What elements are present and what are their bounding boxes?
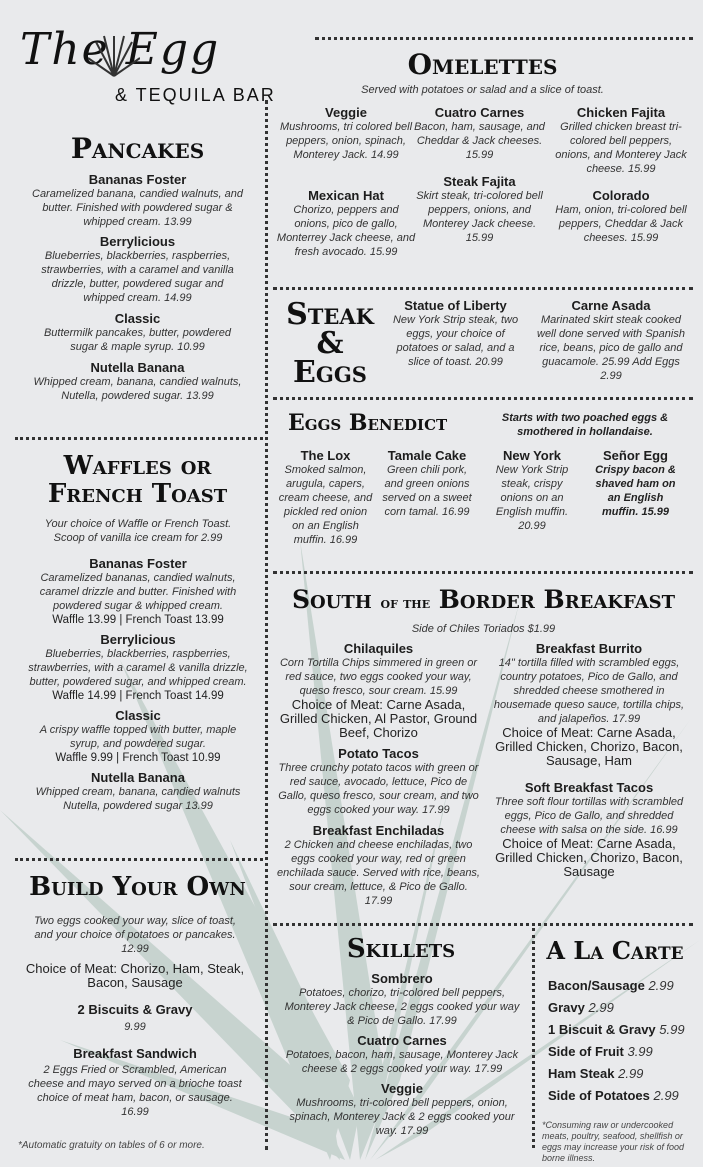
omelette-item [412, 174, 547, 245]
omelette-item [276, 188, 416, 259]
omelette-name: Veggie [325, 105, 367, 120]
waffle-desc: Blueberries, blackberries, raspberries, strawberries, with a caramel & vanilla drizzle, butter, powdered sugar, and whipped cream. [28, 648, 248, 688]
benedict-desc: Crispy bacon & shaved ham on an English muffin. 15.99 [595, 464, 676, 518]
omelette-desc: Skirt steak, tri-colored bell peppers, onions, and Monterey Jack cheese. 15.99 [416, 190, 543, 244]
skillets-list [282, 971, 522, 1138]
build-meat: Choice of Meat: Chorizo, Ham, Steak, Bacon, Sausage [25, 961, 245, 990]
omelette-name: Chicken Fajita [576, 105, 666, 120]
pancake-name: Bananas Foster [88, 172, 187, 187]
waffle-name: Berrylicious [100, 632, 176, 647]
burrito-meat: Choice of Meat: Carne Asada, Grilled Chicken, Chorizo, Bacon, Sausage, Ham [495, 725, 683, 768]
south-side: Side of Chiles Toriados $1.99 [411, 623, 556, 635]
steak-desc: Marinated skirt steak cooked well done served with Spanish rice, beans, pico de gallo and guacamole. 25.99 Add Eggs 2.99 [537, 314, 685, 382]
waffle-price: Waffle 13.99 | French Toast 13.99 [52, 614, 224, 626]
pancake-name: Classic [114, 311, 161, 326]
omelettes-subtitle: Served with potatoes or salad and a slice of toast. [361, 84, 604, 96]
south-left-column [276, 641, 481, 908]
south-right-column [488, 641, 690, 879]
enchiladas-name: Breakfast Enchiladas [312, 823, 445, 838]
divider-vertical-main [265, 100, 268, 1150]
divider-benedict-south [273, 571, 693, 574]
steak-name: Carne Asada [571, 298, 651, 313]
divider-waffles-build [15, 858, 263, 861]
benedict-item [487, 448, 577, 533]
waffles-list [28, 556, 248, 813]
omelette-desc: Ham, onion, tri-colored bell peppers, Cheddar & Jack cheeses. 15.99 [555, 204, 687, 244]
south-title-b: of the [380, 594, 431, 612]
sandwich-desc: 2 Eggs Fried or Scrambled, American cheese and mayo served on a brioche toast choice of meat ham, bacon, or sausage. [28, 1064, 242, 1104]
carte-item [548, 1000, 693, 1015]
carte-item-name: Bacon/Sausage [548, 978, 645, 993]
carte-item-name: Ham Steak [548, 1066, 615, 1081]
carte-item-price: 2.99 [618, 1066, 644, 1081]
carte-item-name: Gravy [548, 1000, 585, 1015]
pancake-desc: Blueberries, blackberries, raspberries, strawberries, with a caramel and vanilla drizzle, butter, powdered sugar and whipped cream. 14.99 [41, 250, 234, 304]
skillet-desc: Potatoes, bacon, ham, sausage, Monterey Jack cheese & 2 eggs cooked your way. 17.99 [285, 1049, 519, 1075]
waffle-name: Classic [115, 708, 161, 723]
pancake-desc: Caramelized banana, candied walnuts, and butter. Finished with powdered sugar & whipped cream. 13.99 [32, 188, 243, 228]
pancake-name: Berrylicious [99, 234, 176, 249]
carte-list [548, 978, 693, 1103]
steak-title-line2: & [316, 326, 344, 361]
soft-tacos-meat: Choice of Meat: Carne Asada, Grilled Chicken, Chorizo, Bacon, Sausage [495, 836, 683, 879]
logo-text: The Egg [20, 24, 221, 75]
omelette-desc: Grilled chicken breast tri-colored bell peppers, onions, and Monterey Jack cheese. 15.99 [555, 121, 687, 175]
steak-name: Statue of Liberty [404, 298, 507, 313]
carte-item-price: 3.99 [627, 1044, 653, 1059]
burrito-name: Breakfast Burrito [535, 641, 643, 656]
pancakes-title: Pancakes [70, 132, 205, 165]
waffles-intro: Your choice of Waffle or French Toast. Scoop of vanilla ice cream for 2.99 [44, 518, 232, 544]
skillet-name: Veggie [381, 1081, 423, 1096]
waffle-desc: Whipped cream, banana, candied walnuts Nutella, powdered sugar 13.99 [35, 786, 241, 812]
south-title [276, 585, 691, 614]
steak-item [388, 298, 523, 369]
omelette-item [412, 105, 547, 162]
divider-south-skillets [273, 923, 693, 926]
omelette-item [551, 105, 691, 176]
soft-tacos-desc: Three soft flour tortillas with scrambled eggs, Pico de Gallo, and shredded cheese with salsa on the side. 16.99 [494, 796, 684, 836]
benedict-name: New York [502, 448, 562, 463]
omelette-desc: Mushrooms, tri colored bell peppers, onion, spinach, Monterey Jack. 14.99 [279, 121, 413, 161]
steak-title-line3: Eggs [293, 355, 367, 390]
omelette-desc: Chorizo, peppers and onions, pico de gallo, Monterrey Jack cheese, and fresh avocado. 15.99 [276, 204, 416, 258]
benedict-desc: Green chili pork, and green onions served on a sweet corn tamal. 16.99 [382, 464, 472, 518]
benedict-name: The Lox [300, 448, 351, 463]
south-title-a: South [291, 585, 372, 614]
agave-logo-icon [88, 32, 140, 78]
divider-skillets-carte [532, 928, 535, 1148]
gratuity-note: *Automatic gratuity on tables of 6 or more. [18, 1140, 205, 1151]
carte-item [548, 1022, 693, 1037]
omelette-desc: Bacon, ham, sausage, and Cheddar & Jack cheeses. 15.99 [414, 121, 545, 161]
biscuits-name: 2 Biscuits & Gravy [77, 1002, 193, 1017]
waffle-name: Nutella Banana [91, 770, 185, 785]
pancakes-list [30, 172, 245, 403]
carte-item [548, 1044, 693, 1059]
omelettes-title: Omelettes [407, 48, 558, 81]
omelette-name: Mexican Hat [308, 188, 384, 203]
potato-tacos-name: Potato Tacos [338, 746, 419, 761]
chilaquiles-meat: Choice of Meat: Carne Asada, Grilled Chicken, Al Pastor, Ground Beef, Chorizo [279, 697, 478, 740]
carte-title: A La Carte [546, 936, 684, 965]
logo-subtitle: & TEQUILA BAR [115, 85, 276, 105]
steak-title-line1: Steak [286, 297, 374, 332]
divider-omelettes-steak [273, 287, 693, 290]
carte-item [548, 1088, 693, 1103]
skillets-title: Skillets [346, 934, 456, 964]
omelette-item [276, 105, 416, 162]
divider-top [315, 37, 693, 40]
divider-steak-benedict [273, 397, 693, 400]
skillet-desc: Mushrooms, tri-colored bell peppers, onion, spinach, Monterey Jack & 2 eggs cooked your way. 17.99 [289, 1097, 515, 1137]
benedict-title: Eggs Benedict [288, 410, 448, 436]
waffles-title-line1: Waffles or [63, 451, 212, 481]
carte-item-name: Side of Fruit [548, 1044, 624, 1059]
carte-item-name: Side of Potatoes [548, 1088, 650, 1103]
carte-item [548, 1066, 693, 1081]
steak-desc: New York Strip steak, two eggs, your choice of potatoes or salad, and a slice of toast. 20.99 [392, 314, 519, 368]
raw-food-warning: *Consuming raw or undercooked meats, poultry, seafood, shellfish or eggs may increase your risk of food borne illness. [542, 1120, 685, 1163]
chilaquiles-desc: Corn Tortilla Chips simmered in green or red sauce, two eggs cooked your way, queso fresco, sour cream. 15.99 [279, 657, 478, 697]
sandwich-price: 16.99 [121, 1106, 149, 1118]
waffle-desc: Caramelized bananas, candied walnuts, caramel drizzle and butter. Finished with powdered sugar & whipped cream. [39, 572, 237, 612]
benedict-note: Starts with two poached eggs & smothered in hollandaise. [501, 412, 669, 438]
waffle-price: Waffle 14.99 | French Toast 14.99 [52, 690, 224, 702]
benedict-desc: Smoked salmon, arugula, capers, cream cheese, and pickled red onion on an English muffin. 16.99 [278, 464, 373, 546]
carte-item [548, 978, 693, 993]
waffle-name: Bananas Foster [89, 556, 187, 571]
omelette-name: Colorado [592, 188, 650, 203]
carte-item-price: 5.99 [659, 1022, 685, 1037]
steak-title [280, 297, 380, 390]
waffle-desc: A crispy waffle topped with butter, maple syrup, and powdered sugar. [39, 724, 237, 750]
build-desc: Two eggs cooked your way, slice of toast, and your choice of potatoes or pancakes. 12.99 [34, 915, 236, 955]
pancake-name: Nutella Banana [90, 360, 185, 375]
benedict-item [278, 448, 373, 547]
carte-item-price: 2.99 [653, 1088, 679, 1103]
pancake-desc: Buttermilk pancakes, butter, powdered sugar & maple syrup. 10.99 [43, 327, 232, 353]
benedict-desc: New York Strip steak, crispy onions on an English muffin. 20.99 [495, 464, 569, 532]
soft-tacos-name: Soft Breakfast Tacos [524, 780, 654, 795]
benedict-name: Señor Egg [602, 448, 668, 463]
burrito-desc: 14" tortilla filled with scrambled eggs, country potatoes, Pico de Gallo, and shredded cheese smothered in housemade queso sauce, tortilla chips, and jalapeños. 17.99 [493, 657, 685, 725]
build-title: Build Your Own [29, 872, 246, 902]
sandwich-name: Breakfast Sandwich [73, 1046, 197, 1061]
potato-tacos-desc: Three crunchy potato tacos with green or red sauce, avocado, lettuce, Pico de Gallo, queso fresco, sour cream, and two eggs cooked your way. 17.99 [278, 762, 479, 816]
omelette-name: Steak Fajita [443, 174, 516, 189]
skillet-name: Sombrero [371, 971, 433, 986]
south-title-c: Border Breakfast [438, 585, 676, 614]
omelette-name: Cuatro Carnes [434, 105, 525, 120]
divider-pancakes-waffles [15, 437, 263, 440]
skillet-desc: Potatoes, chorizo, tri-colored bell peppers, Monterey Jack cheese, 2 eggs cooked your way & Pico de Gallo. 17.99 [284, 987, 520, 1027]
steak-item [535, 298, 687, 383]
carte-item-price: 2.99 [588, 1000, 614, 1015]
benedict-item [588, 448, 683, 519]
enchiladas-desc: 2 Chicken and cheese enchiladas, two eggs cooked your way, red or green enchilada sauce. Served with rice, beans, sour cream, lettuce, & Pico de Gallo. 17.99 [276, 839, 480, 907]
pancake-desc: Whipped cream, banana, candied walnuts, Nutella, powdered sugar. 13.99 [33, 376, 242, 402]
waffles-title-line2: French Toast [47, 479, 228, 509]
skillet-name: Cuatro Carnes [357, 1033, 447, 1048]
chilaquiles-name: Chilaquiles [343, 641, 414, 656]
waffles-title [15, 452, 260, 508]
benedict-item [377, 448, 477, 519]
carte-item-name: 1 Biscuit & Gravy [548, 1022, 656, 1037]
waffle-price: Waffle 9.99 | French Toast 10.99 [55, 752, 221, 764]
omelette-item [551, 188, 691, 245]
biscuits-price: 9.99 [124, 1021, 146, 1033]
carte-item-price: 2.99 [648, 978, 674, 993]
benedict-name: Tamale Cake [387, 448, 467, 463]
